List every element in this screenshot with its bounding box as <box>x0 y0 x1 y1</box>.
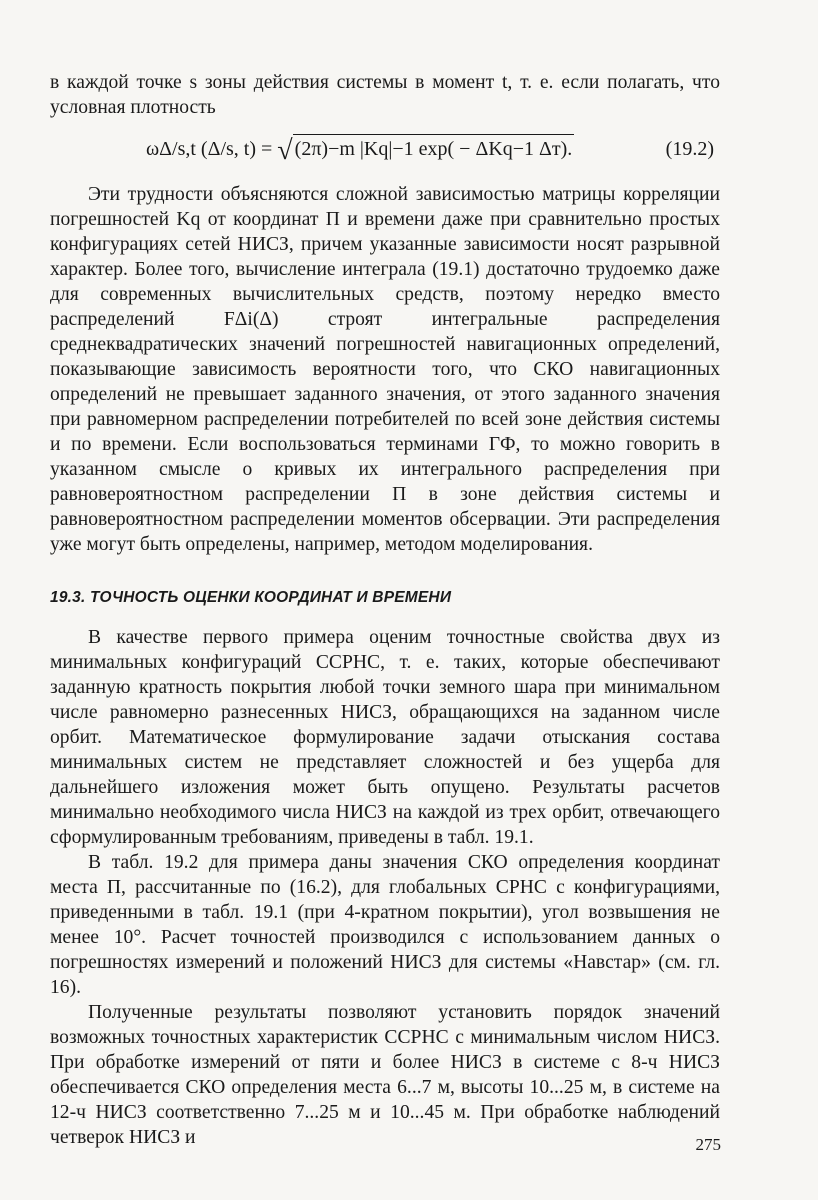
page-number: 275 <box>695 1135 721 1154</box>
paragraph-table-19-2: В табл. 19.2 для примера даны значения СКО определения координат места П, рассчитанные по (16.2), для глобальных СРНС с конфигурациями, приведенными в табл. 19.1 (при 4-кратном покрытии), угол возвышения не менее 10°. Расчет точностей производился с использованием данных о погрешностях измерений и положений НИСЗ для системы «Навстар» (см. гл. 16). <box>50 852 720 998</box>
paragraph-difficulties: Эти трудности объясняются сложной зависимостью матрицы корреляции погрешностей Kq от координат П и времени даже при сравнительно простых конфигурациях сетей НИСЗ, причем указанные зависимости носят разрывной характер. Более того, вычисление интеграла (19.1) достаточно трудоемко даже для современных вычислительных средств, поэтому нередко вместо распределений FΔi(Δ) строят интегральные распределения среднеквадратических значений погрешностей навигационных определений, показывающие зависимость вероятности того, что СКО навигационных определений не превышает заданного значения, от этого заданного значения при равномерном распределении потребителей по всей зоне действия системы и по времени. Если воспользоваться терминами ГФ, то можно говорить в указанном смысле о кривых их интегрального распределения при равновероятностном распределении П в зоне действия системы и равновероятностном распределении моментов обсервации. Эти распределения уже могут быть определены, например, методом моделирования. <box>50 184 720 555</box>
paragraph-results: Полученные результаты позволяют установить порядок значений возможных точностных характеристик ССРНС с минимальным числом НИСЗ. При обработке измерений от пяти и более НИСЗ в системе с 8-ч НИСЗ обеспечивается СКО определения места 6...7 м, высоты 10...25 м, в системе на 12-ч НИСЗ соответственно 7...25 м и 10...45 м. При обработке наблюдений четверок НИСЗ и <box>50 1002 720 1148</box>
paragraph-first-example: В качестве первого примера оценим точностные свойства двух из минимальных конфигураций ССРНС, т. е. таких, которые обеспечивают заданную кратность покрытия любой точки земного шара при минимальном числе равномерно разнесенных НИСЗ, обращающихся на заданном числе орбит. Математическое формулирование задачи отыскания состава минимальных систем не представляет сложностей и без ущерба для дальнейшего изложения может быть опущено. Результаты расчетов минимально необходимого числа НИСЗ на каждой из трех орбит, отвечающего сформулированным требованиям, приведены в табл. 19.1. <box>50 627 720 848</box>
formula-expression <box>146 132 574 168</box>
section-heading: 19.3. ТОЧНОСТЬ ОЦЕНКИ КООРДИНАТ И ВРЕМЕНИ <box>50 589 452 606</box>
formula-lhs: ωΔ/s,t (Δ/s, t) = <box>146 138 273 160</box>
text-column <box>50 70 720 1150</box>
formula-radicand: (2π)−m |Kq|−1 exp( − ΔKq−1 Δт). <box>293 134 575 163</box>
formula-19-2 <box>50 132 720 166</box>
formula-number: (19.2) <box>665 138 714 160</box>
paragraph-intro: в каждой точке s зоны действия системы в момент t, т. е. если полагать, что условная плотность <box>50 72 720 118</box>
sqrt-sign: √ <box>277 135 293 166</box>
